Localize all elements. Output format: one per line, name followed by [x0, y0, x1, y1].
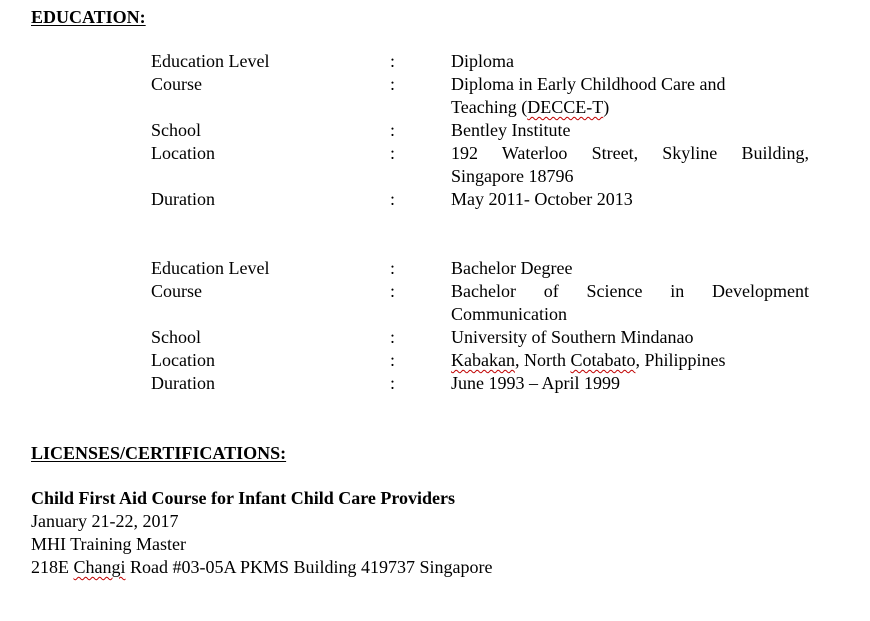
certification-date: January 21-22, 2017: [31, 511, 179, 531]
certification-title: Child First Aid Course for Infant Child Care Providers: [31, 488, 456, 508]
separator-colon: :: [390, 350, 396, 370]
separator-colon: :: [390, 373, 396, 393]
separator-colon: :: [390, 258, 396, 278]
separator-colon: :: [390, 74, 396, 94]
education-level-row: [0, 257, 870, 280]
school-value: Bentley Institute: [451, 120, 571, 140]
course-row: [0, 73, 870, 96]
certification-address: 218E Changi Road #03-05A PKMS Building 419737 Singapore: [31, 557, 493, 577]
course-value: Bachelor of Science in Development: [451, 281, 809, 301]
certifications-heading: LICENSES/CERTIFICATIONS:: [31, 443, 287, 463]
school-row: [0, 326, 870, 349]
location-label: Location: [151, 143, 215, 163]
course-value-continued: Teaching (DECCE-T): [451, 97, 610, 117]
separator-colon: :: [390, 189, 396, 209]
location-value: 192 Waterloo Street, Skyline Building,: [451, 143, 809, 163]
school-value: University of Southern Mindanao: [451, 327, 694, 347]
duration-label: Duration: [151, 373, 215, 393]
education-level-label: Education Level: [151, 258, 270, 278]
location-row: [0, 142, 870, 165]
separator-colon: :: [390, 281, 396, 301]
duration-row: [0, 372, 870, 395]
spellcheck-word: DECCE-T: [527, 97, 604, 117]
school-label: School: [151, 120, 202, 140]
education-level-label: Education Level: [151, 51, 270, 71]
spellcheck-word: Cotabato: [570, 350, 636, 370]
separator-colon: :: [390, 120, 396, 140]
location-row: [0, 349, 870, 372]
course-row-continued: [0, 303, 870, 326]
duration-row: [0, 188, 870, 211]
location-label: Location: [151, 350, 215, 370]
course-row-continued: [0, 96, 870, 119]
course-label: Course: [151, 281, 202, 301]
separator-colon: :: [390, 51, 396, 71]
separator-colon: :: [390, 327, 396, 347]
spellcheck-word: Changi: [73, 557, 126, 577]
course-value: Diploma in Early Childhood Care and: [451, 74, 726, 94]
course-value-continued: Communication: [451, 304, 567, 324]
separator-colon: :: [390, 143, 396, 163]
duration-value: June 1993 – April 1999: [451, 373, 620, 393]
course-row: [0, 280, 870, 303]
education-heading: EDUCATION:: [31, 7, 146, 27]
spellcheck-word: Kabakan: [451, 350, 515, 370]
school-row: [0, 119, 870, 142]
duration-value: May 2011- October 2013: [451, 189, 633, 209]
location-value: Kabakan, North Cotabato, Philippines: [451, 350, 726, 370]
duration-label: Duration: [151, 189, 215, 209]
school-label: School: [151, 327, 202, 347]
education-level-row: [0, 50, 870, 73]
certification-provider: MHI Training Master: [31, 534, 187, 554]
location-row-continued: [0, 165, 870, 188]
education-level-value: Diploma: [451, 51, 514, 71]
location-value-continued: Singapore 18796: [451, 166, 574, 186]
course-label: Course: [151, 74, 202, 94]
education-level-value: Bachelor Degree: [451, 258, 573, 278]
